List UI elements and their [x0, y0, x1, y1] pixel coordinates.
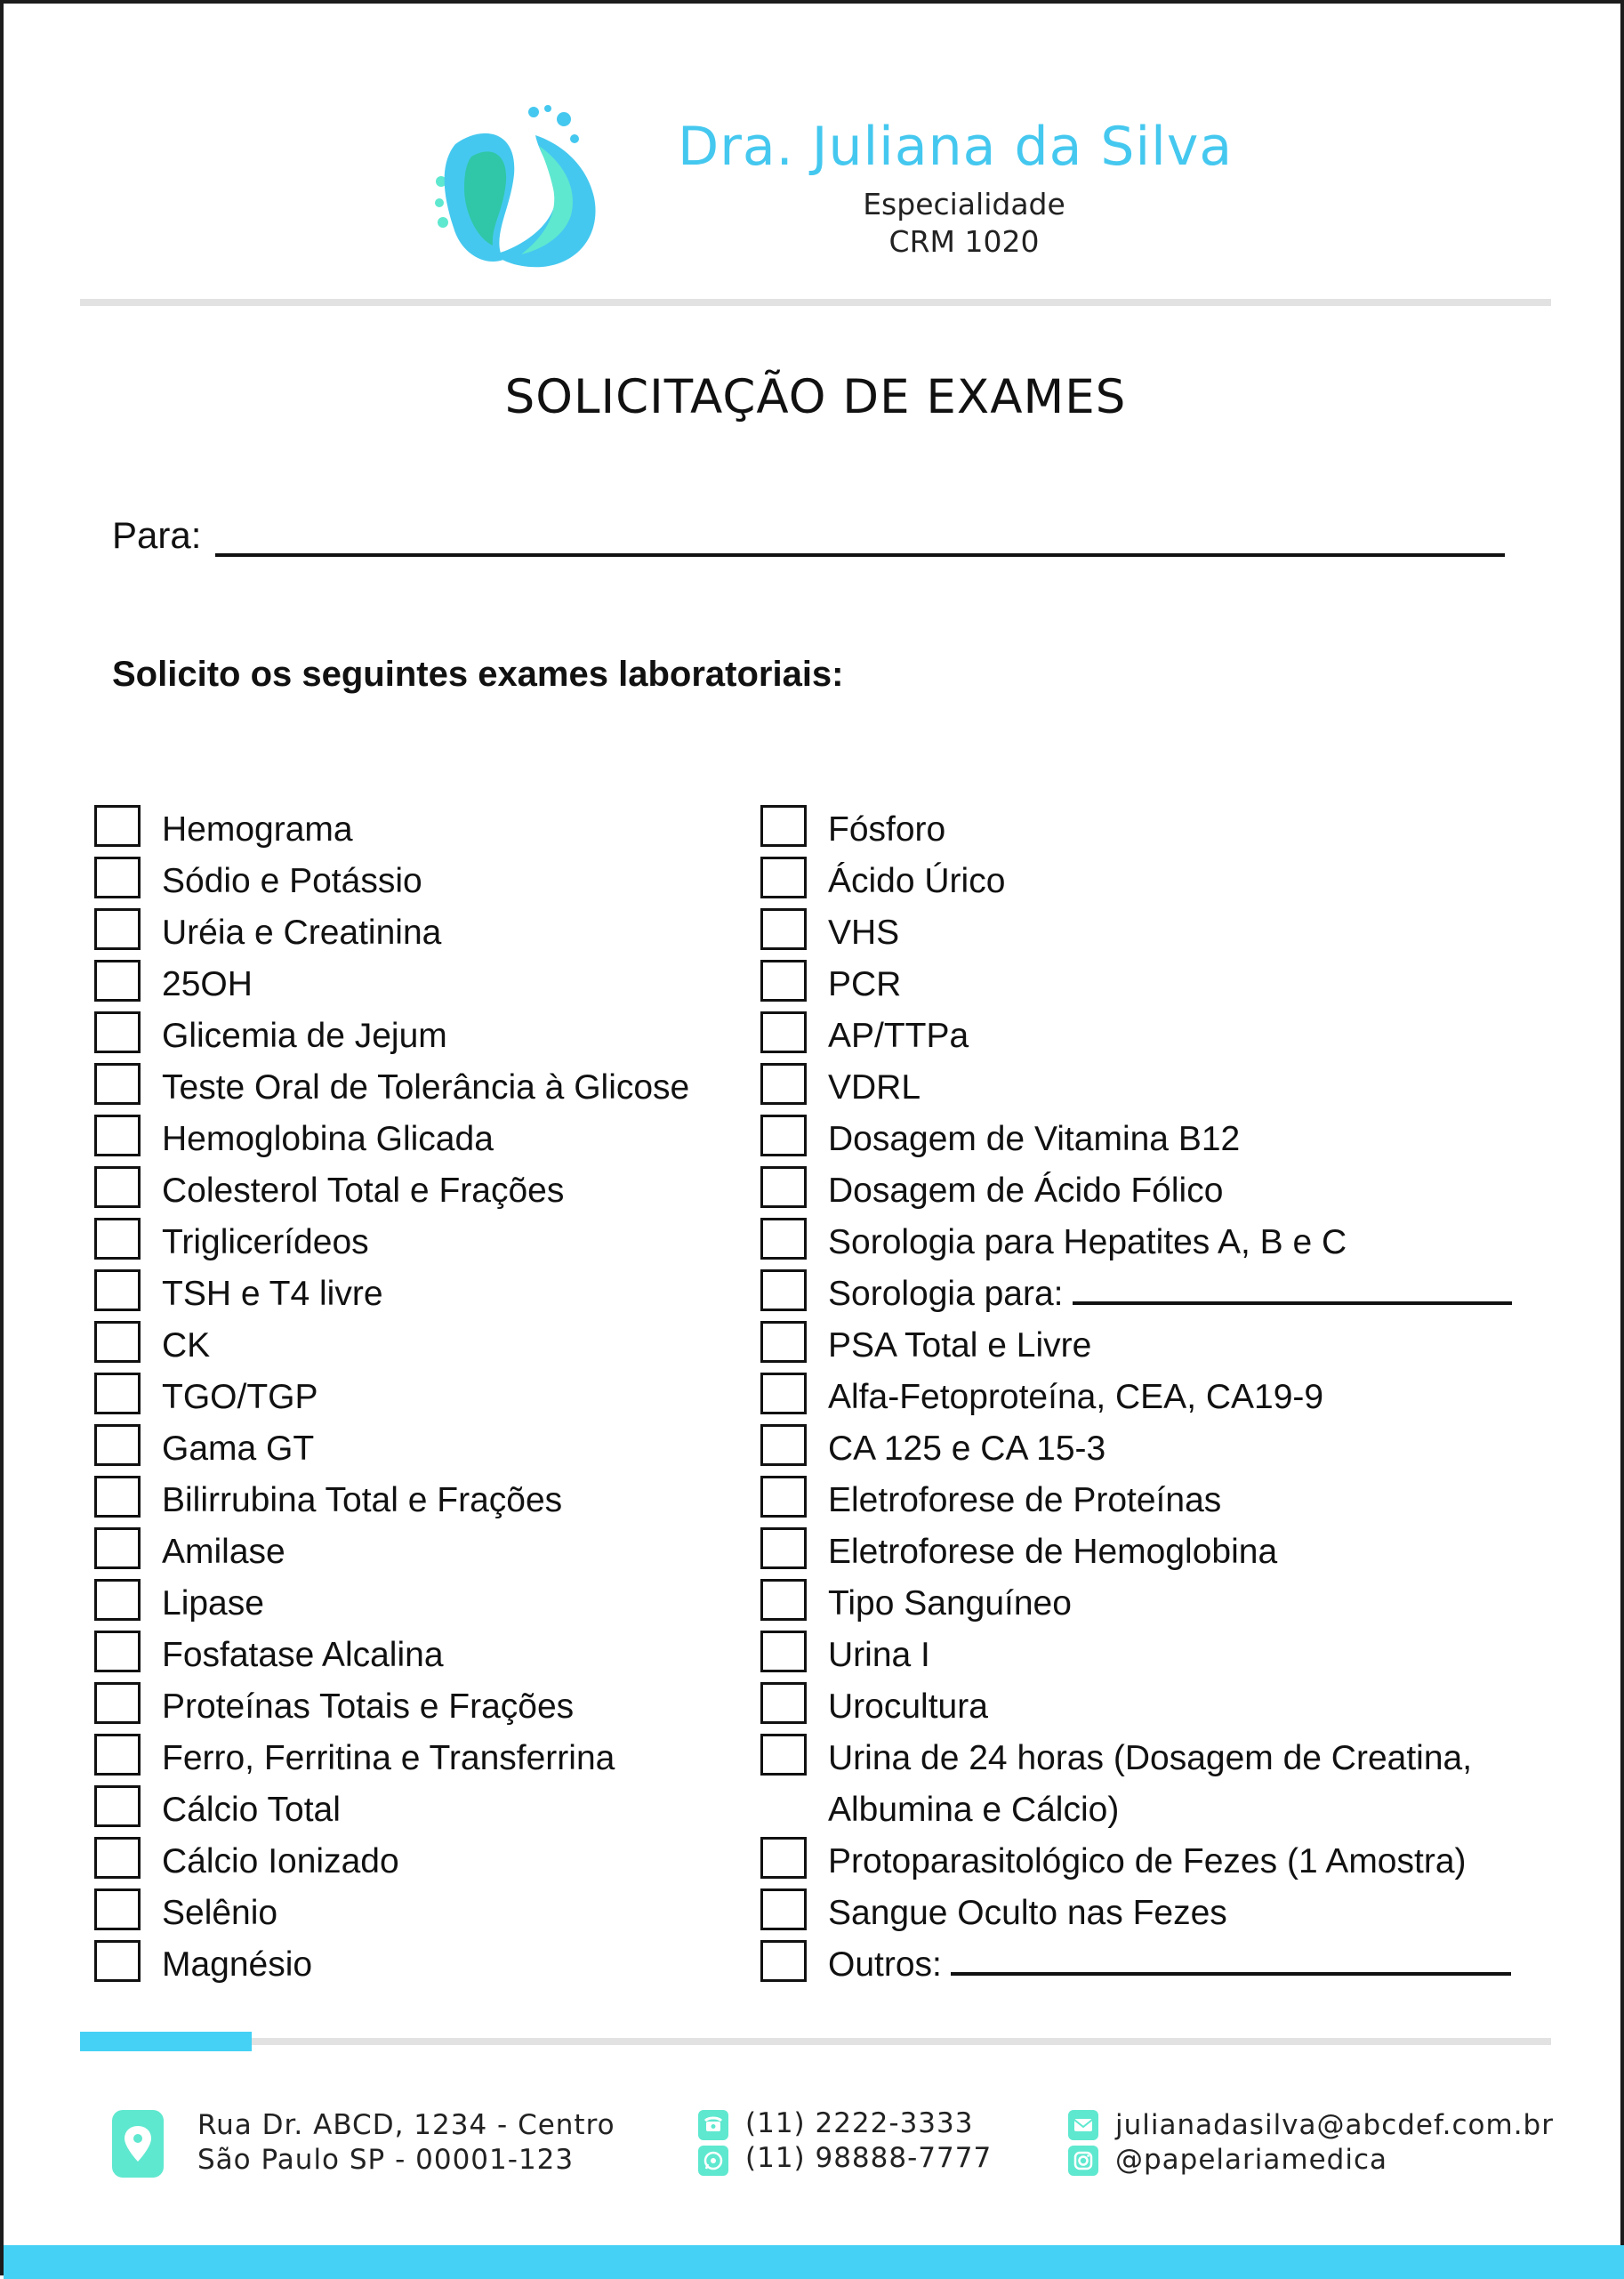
exam-label: Urina I — [828, 1636, 930, 1674]
exam-label: Urocultura — [828, 1687, 988, 1726]
exam-checkbox[interactable] — [94, 1166, 141, 1208]
exam-checkbox[interactable] — [94, 908, 141, 950]
exam-label: Ácido Úrico — [828, 862, 1006, 900]
exam-label: Triglicerídeos — [162, 1223, 369, 1261]
exam-item[interactable] — [94, 959, 752, 1011]
exam-checkbox[interactable] — [760, 1940, 807, 1982]
exam-label: Ferro, Ferritina e Transferrina — [162, 1739, 615, 1777]
exam-checkbox[interactable] — [760, 1269, 807, 1311]
address-line-2: São Paulo SP - 00001-123 — [197, 2144, 575, 2176]
exam-item[interactable] — [760, 1475, 1543, 1526]
recipient-field[interactable] — [215, 553, 1505, 557]
exam-item[interactable] — [760, 1630, 1543, 1681]
exam-item[interactable] — [94, 1733, 752, 1784]
exam-item[interactable] — [94, 1217, 752, 1268]
exam-checkbox[interactable] — [94, 1527, 141, 1569]
exam-label: Cálcio Ionizado — [162, 1842, 399, 1880]
exam-label: Fósforo — [828, 810, 946, 849]
map-pin-icon — [112, 2110, 164, 2178]
exam-item[interactable] — [760, 856, 1543, 907]
exam-item[interactable] — [760, 1836, 1543, 1888]
exam-label-with-blank — [828, 1268, 1512, 1320]
exam-label: Dosagem de Ácido Fólico — [828, 1172, 1224, 1210]
exam-checkbox[interactable] — [760, 1063, 807, 1105]
exam-label: Colesterol Total e Frações — [162, 1172, 565, 1210]
exam-checkbox[interactable] — [760, 1682, 807, 1724]
exam-label: Gama GT — [162, 1429, 315, 1468]
exam-label-text: Outros: — [828, 1945, 942, 1984]
exam-label: Lipase — [162, 1584, 264, 1623]
exam-item[interactable] — [760, 1062, 1543, 1114]
exam-item[interactable] — [94, 907, 752, 959]
exam-checkbox[interactable] — [760, 960, 807, 1002]
exam-label: Urina de 24 horas (Dosagem de Creatina, Albumina e Cálcio) — [828, 1739, 1473, 1829]
exam-label-text: Sorologia para: — [828, 1275, 1064, 1313]
exam-label: Protoparasitológico de Fezes (1 Amostra) — [828, 1842, 1467, 1880]
exam-label: Sorologia para Hepatites A, B e C — [828, 1223, 1347, 1261]
exam-item[interactable] — [94, 1165, 752, 1217]
exam-item[interactable] — [760, 1733, 1543, 1836]
exam-label: Uréia e Creatinina — [162, 914, 442, 952]
exam-checkbox[interactable] — [94, 1476, 141, 1518]
exam-item[interactable] — [94, 1681, 752, 1733]
exam-checkbox[interactable] — [94, 1115, 141, 1156]
exam-list-right — [760, 804, 1543, 1991]
exam-label: Alfa-Fetoproteína, CEA, CA19-9 — [828, 1378, 1324, 1416]
exam-label: VDRL — [828, 1068, 921, 1107]
exam-item[interactable] — [760, 1114, 1543, 1165]
exam-item[interactable] — [94, 1268, 752, 1320]
exam-checkbox[interactable] — [760, 1888, 807, 1930]
exam-checkbox[interactable] — [94, 1888, 141, 1930]
exam-checkbox[interactable] — [94, 1063, 141, 1105]
exam-checkbox[interactable] — [760, 1837, 807, 1879]
exam-item[interactable] — [760, 1320, 1543, 1372]
exam-item[interactable] — [760, 907, 1543, 959]
exam-item[interactable] — [760, 1217, 1543, 1268]
exam-item[interactable] — [94, 856, 752, 907]
exam-item[interactable] — [760, 1011, 1543, 1062]
exam-item[interactable] — [94, 1836, 752, 1888]
exam-checkbox[interactable] — [94, 1785, 141, 1827]
exam-label: CK — [162, 1326, 211, 1365]
exam-checkbox[interactable] — [94, 1269, 141, 1311]
exam-item[interactable] — [94, 1630, 752, 1681]
exam-label: VHS — [828, 914, 900, 952]
exam-checkbox[interactable] — [760, 805, 807, 847]
phone-number: (11) 2222-3333 — [745, 2107, 974, 2139]
exam-checkbox[interactable] — [94, 1837, 141, 1879]
exam-label: Amilase — [162, 1533, 285, 1571]
exam-checkbox[interactable] — [760, 908, 807, 950]
instagram-handle[interactable]: @papelariamedica — [1115, 2144, 1387, 2176]
exam-checkbox[interactable] — [760, 1527, 807, 1569]
exam-checkbox[interactable] — [760, 1166, 807, 1208]
exam-item[interactable] — [760, 1888, 1543, 1939]
exam-item[interactable] — [760, 959, 1543, 1011]
exam-checkbox[interactable] — [760, 1115, 807, 1156]
exam-label: Fosfatase Alcalina — [162, 1636, 444, 1674]
exam-checkbox[interactable] — [760, 1631, 807, 1672]
exam-list-left — [94, 804, 752, 1991]
exam-label: Magnésio — [162, 1945, 313, 1984]
exam-label: Sódio e Potássio — [162, 862, 422, 900]
exam-label: TGO/TGP — [162, 1378, 318, 1416]
exam-label: 25OH — [162, 965, 253, 1003]
doctor-name: Dra. Juliana da Silva — [678, 116, 1234, 178]
exam-label: Proteínas Totais e Frações — [162, 1687, 575, 1726]
exam-item[interactable] — [94, 1888, 752, 1939]
exam-checkbox[interactable] — [94, 1218, 141, 1260]
exam-item[interactable] — [760, 1578, 1543, 1630]
header-divider — [80, 299, 1551, 306]
exam-checkbox[interactable] — [94, 1424, 141, 1466]
whatsapp-icon — [698, 2146, 728, 2176]
exam-checkbox[interactable] — [94, 1940, 141, 1982]
exam-checkbox[interactable] — [94, 1579, 141, 1621]
exam-checkbox[interactable] — [94, 1321, 141, 1363]
exam-checkbox[interactable] — [94, 805, 141, 847]
exam-item[interactable] — [760, 1423, 1543, 1475]
exam-item[interactable] — [94, 1526, 752, 1578]
exam-item[interactable] — [760, 1268, 1543, 1320]
other-exams-blank-field[interactable] — [951, 1945, 1511, 1976]
crm-number: CRM 1020 — [888, 224, 1040, 259]
exam-label: TSH e T4 livre — [162, 1275, 383, 1313]
exam-label: Eletroforese de Hemoglobina — [828, 1533, 1278, 1571]
clinic-logo — [429, 103, 624, 278]
exam-label: Selênio — [162, 1894, 278, 1932]
exam-item[interactable] — [94, 1011, 752, 1062]
footer-divider-accent — [80, 2032, 252, 2051]
intro-text: Solicito os seguintes exames laboratoriais: — [112, 655, 844, 694]
bottom-accent-bar — [4, 2245, 1624, 2279]
exam-checkbox[interactable] — [94, 1734, 141, 1776]
exam-label: Tipo Sanguíneo — [828, 1584, 1072, 1623]
exam-label: PSA Total e Livre — [828, 1326, 1092, 1365]
exam-item[interactable] — [760, 1165, 1543, 1217]
exam-checkbox[interactable] — [760, 1218, 807, 1260]
exam-checkbox[interactable] — [94, 960, 141, 1002]
exam-checkbox[interactable] — [94, 1373, 141, 1414]
exam-checkbox[interactable] — [94, 1631, 141, 1672]
exam-item[interactable] — [94, 1320, 752, 1372]
exam-item[interactable] — [94, 1372, 752, 1423]
exam-item[interactable] — [94, 1475, 752, 1526]
exam-checkbox[interactable] — [760, 1011, 807, 1053]
exam-item[interactable] — [94, 1578, 752, 1630]
address-line-1: Rua Dr. ABCD, 1234 - Centro — [197, 2109, 615, 2141]
exam-item[interactable] — [94, 1114, 752, 1165]
whatsapp-number: (11) 98888-7777 — [745, 2142, 993, 2174]
serology-blank-field[interactable] — [1073, 1275, 1512, 1305]
exam-label: Glicemia de Jejum — [162, 1017, 447, 1055]
exam-checkbox[interactable] — [760, 1424, 807, 1466]
exam-item[interactable] — [760, 1681, 1543, 1733]
exam-label: Bilirrubina Total e Frações — [162, 1481, 563, 1519]
exam-item[interactable] — [94, 1784, 752, 1836]
exam-item[interactable] — [760, 804, 1543, 856]
exam-label: Dosagem de Vitamina B12 — [828, 1120, 1241, 1158]
exam-checkbox[interactable] — [760, 1321, 807, 1363]
exam-item[interactable] — [760, 1526, 1543, 1578]
exam-label: PCR — [828, 965, 902, 1003]
exam-item[interactable] — [94, 804, 752, 856]
exam-label: CA 125 e CA 15-3 — [828, 1429, 1106, 1468]
exam-checkbox[interactable] — [760, 1476, 807, 1518]
exam-label: Hemograma — [162, 810, 353, 849]
document-title: SOLICITAÇÃO DE EXAMES — [504, 370, 1127, 424]
footer-divider — [80, 2038, 1551, 2045]
exam-item[interactable] — [760, 1372, 1543, 1423]
exam-label: Teste Oral de Tolerância à Glicose — [162, 1068, 690, 1107]
exam-label: AP/TTPa — [828, 1017, 969, 1055]
exam-checkbox[interactable] — [94, 1682, 141, 1724]
instagram-icon — [1068, 2146, 1098, 2176]
email-address[interactable]: julianadasilva@abcdef.com.br — [1115, 2109, 1554, 2141]
exam-checkbox[interactable] — [760, 857, 807, 898]
exam-label: Sangue Oculto nas Fezes — [828, 1894, 1227, 1932]
exam-item[interactable] — [94, 1062, 752, 1114]
email-icon — [1068, 2110, 1098, 2140]
exam-item[interactable] — [94, 1423, 752, 1475]
exam-label: Cálcio Total — [162, 1791, 341, 1829]
exam-checkbox[interactable] — [94, 857, 141, 898]
exam-checkbox[interactable] — [760, 1373, 807, 1414]
exam-item[interactable] — [94, 1939, 752, 1991]
exam-checkbox[interactable] — [94, 1011, 141, 1053]
exam-item[interactable] — [760, 1939, 1543, 1991]
exam-label: Eletroforese de Proteínas — [828, 1481, 1222, 1519]
phone-icon — [698, 2110, 728, 2140]
exam-label-with-blank — [828, 1939, 1511, 1991]
specialty: Especialidade — [863, 187, 1065, 221]
exam-label: Hemoglobina Glicada — [162, 1120, 494, 1158]
exam-checkbox[interactable] — [760, 1579, 807, 1621]
exam-checkbox[interactable] — [760, 1734, 807, 1776]
recipient-label: Para: — [112, 514, 202, 556]
